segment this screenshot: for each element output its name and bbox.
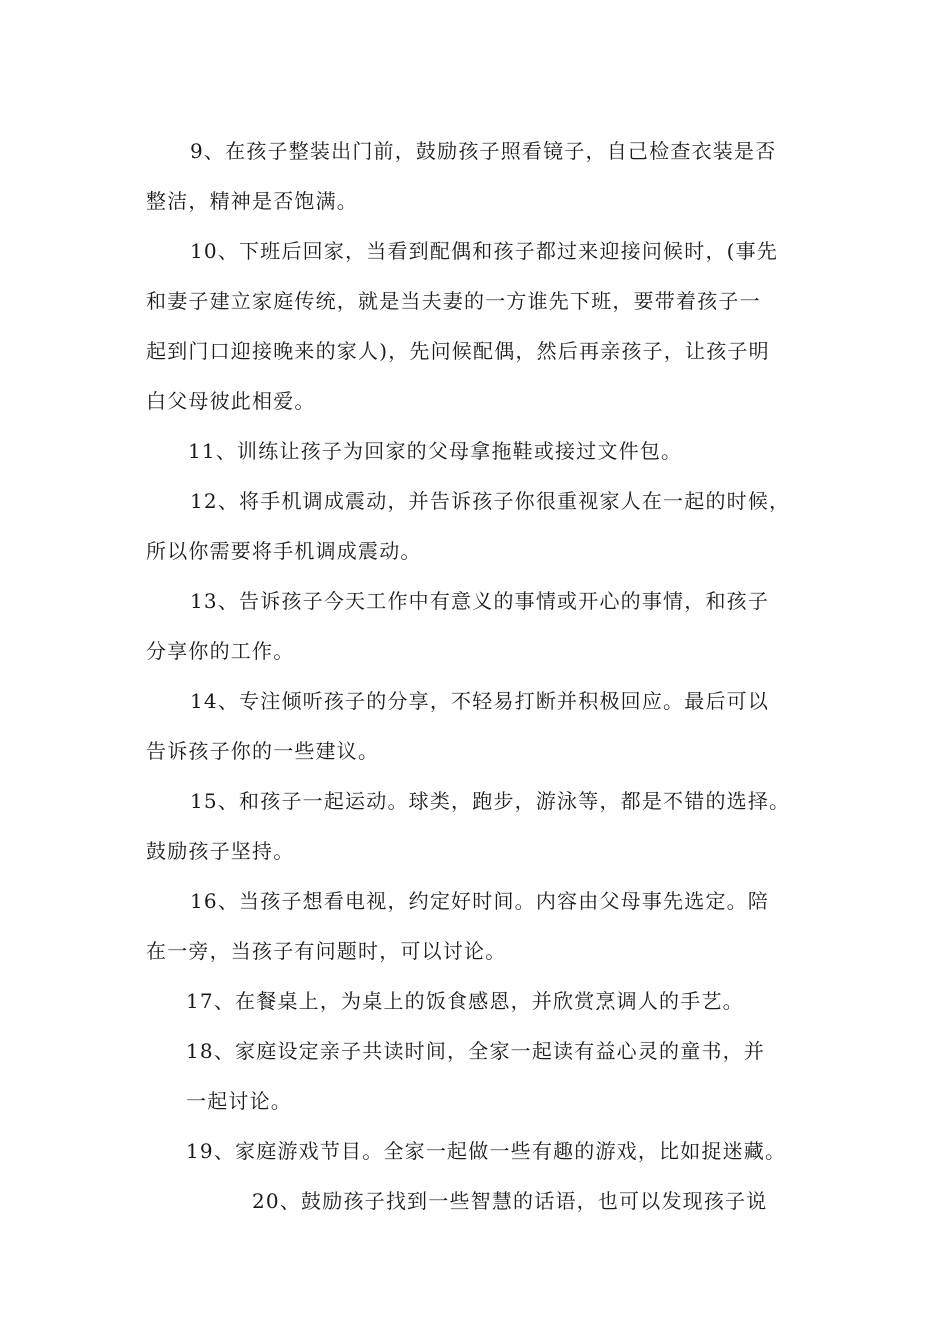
paragraph-9-line-2: 整洁，精神是否饱满。 [146,189,358,213]
paragraph-10-line-2: 和妻子建立家庭传统，就是当夫妻的一方谁先下班，要带着孩子一 [146,289,761,313]
paragraph-16-line-1: 16、当孩子想看电视，约定好时间。内容由父母事先选定。陪 [190,889,770,913]
paragraph-15-line-1: 15、和孩子一起运动。球类，跑步，游泳等，都是不错的选择。 [190,789,791,813]
paragraph-12-line-2: 所以你需要将手机调成震动。 [146,539,422,563]
paragraph-20-line-1: 20、鼓励孩子找到一些智慧的话语，也可以发现孩子说 [252,1189,768,1213]
paragraph-11-line-1: 11、训练让孩子为回家的父母拿拖鞋或接过文件包。 [188,439,683,463]
paragraph-17-line-1: 17、在餐桌上，为桌上的饭食感恩，并欣赏烹调人的手艺。 [186,989,744,1013]
paragraph-13-line-1: 13、告诉孩子今天工作中有意义的事情或开心的事情，和孩子 [190,589,770,613]
paragraph-14-line-2: 告诉孩子你的一些建议。 [146,739,380,763]
paragraph-12-line-1: 12、将手机调成震动，并告诉孩子你很重视家人在一起的时候， [190,489,791,513]
paragraph-13-line-2: 分享你的工作。 [146,639,295,663]
paragraph-19-line-1: 19、家庭游戏节目。全家一起做一些有趣的游戏，比如捉迷藏。 [186,1139,787,1163]
paragraph-18-line-2: 一起讨论。 [186,1089,292,1113]
paragraph-15-line-2: 鼓励孩子坚持。 [146,839,295,863]
paragraph-10-line-1: 10、下班后回家，当看到配偶和孩子都过来迎接问候时，(事先 [190,239,779,263]
paragraph-10-line-3: 起到门口迎接晚来的家人)，先问候配偶，然后再亲孩子，让孩子明 [146,339,770,363]
paragraph-14-line-1: 14、专注倾听孩子的分享，不轻易打断并积极回应。最后可以 [190,689,770,713]
paragraph-16-line-2: 在一旁，当孩子有问题时，可以讨论。 [146,939,507,963]
paragraph-9-line-1: 9、在孩子整装出门前，鼓励孩子照看镜子，自己检查衣装是否 [190,139,777,163]
paragraph-10-line-4: 白父母彼此相爱。 [146,389,316,413]
paragraph-18-line-1: 18、家庭设定亲子共读时间，全家一起读有益心灵的童书，并 [186,1039,766,1063]
